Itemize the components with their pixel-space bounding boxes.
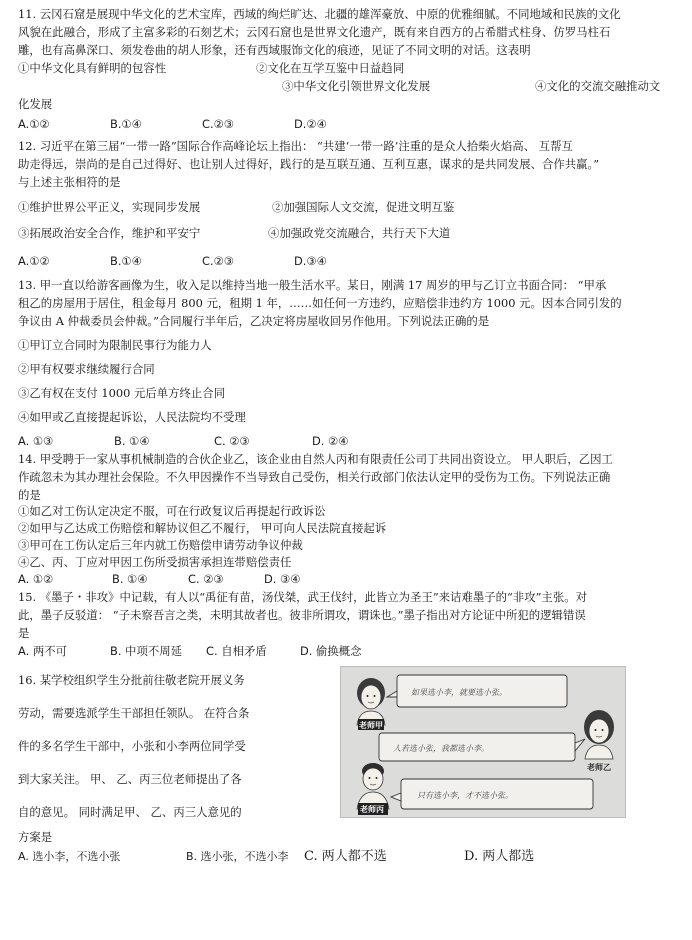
q14-stem-line-2: 作疏忽未为其办理社会保险。不久甲因操作不当导致自己受伤，相关行政部门依法认定甲的受伤为工伤。下列说法正确 bbox=[18, 470, 611, 484]
q16-option-a[interactable]: A. 选小李，不选小张 bbox=[18, 850, 121, 863]
q16-stem-line-4: 到大家关注。 甲、 乙、丙三位老师提出了各 bbox=[18, 772, 242, 786]
q13-option-a[interactable]: A. ①③ bbox=[18, 434, 54, 448]
q11-stem-line-3: 雕，也有高鼻深口、须发卷曲的胡人形象，还有西域服饰文化的痕迹，见证了不同文明的对话。这表明 bbox=[18, 43, 531, 57]
teacher-c-label: 老师丙 bbox=[360, 805, 384, 814]
q16-stem-line-2: 劳动，需要选派学生干部担任领队。 在符合条 bbox=[18, 706, 250, 720]
teacher-c-speech-bubble bbox=[391, 779, 593, 809]
q14-option-b[interactable]: B. ①④ bbox=[112, 572, 148, 586]
q12-stem-line-3: 与上述主张相符的是 bbox=[18, 175, 121, 189]
q12-statement-3: ③拓展政治安全合作，维护和平安宁 bbox=[18, 226, 201, 240]
q12-statement-2: ②加强国际人文交流，促进文明互鉴 bbox=[272, 200, 455, 214]
q12-option-b[interactable]: B.①④ bbox=[110, 254, 142, 268]
teacher-c-speech-text: 只有选小李，才不选小张。 bbox=[417, 791, 513, 800]
q13-options bbox=[18, 433, 408, 449]
q14-stem-line-3: 的是 bbox=[18, 488, 41, 502]
q14-options bbox=[18, 571, 340, 587]
q11-option-b[interactable]: B.①④ bbox=[110, 117, 142, 131]
q13-option-c[interactable]: C. ②③ bbox=[214, 434, 250, 448]
q11-statement-1: ①中华文化具有鲜明的包容性 bbox=[18, 61, 167, 75]
q16-option-c[interactable]: C. 两人都不选 bbox=[304, 849, 387, 864]
q14-option-d[interactable]: D. ③④ bbox=[264, 572, 301, 586]
q11-option-d[interactable]: D.②④ bbox=[294, 117, 327, 131]
q14-statement-1: ①如乙对工伤认定决定不服，可在行政复议后再提起行政诉讼 bbox=[18, 504, 326, 518]
q12-option-c[interactable]: C.②③ bbox=[202, 254, 234, 268]
q12-statement-4: ④加强政党交流融合，共行天下大道 bbox=[268, 226, 451, 240]
q11-stem-line-2: 风貌在此融合，形成了主富多彩的石刻艺术；云冈石窟也是世界文化遗产，既有来自西方的占希腊式柱身、仿罗马柱石 bbox=[18, 25, 611, 39]
teachers-dialogue-illustration bbox=[341, 667, 625, 817]
q11-statement-4: ④文化的交流交融推动文 bbox=[535, 79, 661, 93]
q13-statement-2: ②甲有权要求继续履行合同 bbox=[18, 362, 155, 376]
q13-statement-3: ③乙有权在支付 1000 元后单方终止合同 bbox=[18, 386, 226, 400]
q11-option-a[interactable]: A.①② bbox=[18, 117, 50, 131]
q13-option-b[interactable]: B. ①④ bbox=[114, 434, 150, 448]
q16-stem-line-5: 自的意见。 同时满足甲、 乙、丙三人意见的 bbox=[18, 805, 242, 819]
q11-stem-line-1: 11. 云冈石窟是展现中华文化的艺术宝库，西域的绚烂旷达、北疆的雄浑豪放、中原的优雅细腻。不同地域和民族的文化 bbox=[18, 7, 621, 21]
q15-stem-line-2: 此，墨子反驳道： “子未察吾言之类，未明其故者也。彼非所谓攻，谓诛也。”墨子指出对方论证中所犯的逻辑错误 bbox=[18, 608, 586, 622]
q14-option-a[interactable]: A. ①② bbox=[18, 572, 54, 586]
q12-options bbox=[18, 253, 386, 269]
teachers-dialogue-figure bbox=[340, 666, 626, 818]
q16-stem-line-3: 件的多名学生干部中，小张和小李两位同学受 bbox=[18, 739, 246, 753]
q11-statement-4-cont: 化发展 bbox=[18, 97, 53, 111]
q13-statement-1: ①甲订立合同时为限制民事行为能力人 bbox=[18, 338, 212, 352]
q12-option-d[interactable]: D.③④ bbox=[294, 254, 327, 268]
q15-option-c[interactable]: C. 自相矛盾 bbox=[206, 644, 267, 658]
q13-stem-line-1: 13. 甲一直以给游客画像为生，收入足以维持当地一般生活水平。某日，刚满 17 周岁的甲与乙订立书面合同： “甲承 bbox=[18, 278, 607, 292]
q16-stem-line-6: 方案是 bbox=[18, 830, 53, 844]
q15-stem-line-3: 是 bbox=[18, 626, 30, 640]
teacher-b-label: 老师乙 bbox=[587, 763, 611, 772]
q15-stem-line-1: 15. 《墨子・非攻》中记载，有人以“禹征有苗，汤伐桀，武王伐纣，此皆立为圣王”来诘难墨子的“非攻”主张。对 bbox=[18, 590, 588, 604]
q13-statement-4: ④如甲或乙直接提起诉讼，人民法院均不受理 bbox=[18, 410, 246, 424]
teacher-b-speech-text: 人若选小张，我都选小李。 bbox=[393, 744, 489, 753]
q12-option-a[interactable]: A.①② bbox=[18, 254, 50, 268]
q13-stem-line-3: 争议由 A 仲裁委员会仲裁。”合同履行半年后，乙决定将房屋收回另作他用。下列说法正确的是 bbox=[18, 314, 490, 328]
q11-statement-2: ②文化在互学互鉴中日益趋同 bbox=[256, 61, 405, 75]
q15-option-b[interactable]: B. 中项不周延 bbox=[110, 644, 183, 658]
q16-stem-line-1: 16. 某学校组织学生分批前往敬老院开展义务 bbox=[18, 673, 245, 687]
q12-stem-line-2: 助走得远，崇尚的是自己过得好、也让别人过得好，践行的是互联互通、互利互惠，谋求的是共同发展、合作共赢。” bbox=[18, 157, 600, 171]
q14-stem-line-1: 14. 甲受聘于一家从事机械制造的合伙企业乙，该企业由自然人丙和有限责任公司丁共同出资设立。 甲人职后，乙因工 bbox=[18, 452, 613, 466]
q11-options bbox=[18, 116, 386, 132]
q16-option-b[interactable]: B. 选小张，不选小李 bbox=[186, 850, 289, 863]
teacher-a-label: 老师甲 bbox=[359, 721, 383, 730]
teacher-a-speech-text: 如果选小李，就要选小张。 bbox=[411, 688, 507, 697]
q12-statement-1: ①维护世界公平正义，实现同步发展 bbox=[18, 200, 201, 214]
q15-option-d[interactable]: D. 偷换概念 bbox=[300, 644, 362, 658]
q16-options bbox=[18, 848, 574, 865]
q13-stem-line-2: 租乙的房屋用于居住，租金每月 800 元，租期 1 年，……如任何一方违约，应赔偿非违约方 1000 元。因本合同引发的 bbox=[18, 296, 622, 310]
teacher-b-speech-bubble bbox=[379, 733, 585, 761]
q14-option-c[interactable]: C. ②③ bbox=[188, 572, 224, 586]
q15-option-a[interactable]: A. 两不可 bbox=[18, 644, 68, 658]
q13-option-d[interactable]: D. ②④ bbox=[312, 434, 349, 448]
q16-option-d[interactable]: D. 两人都选 bbox=[464, 849, 535, 864]
q14-statement-3: ③甲可在工伤认定后三年内就工伤赔偿申请劳动争议仲裁 bbox=[18, 538, 303, 552]
q15-options bbox=[18, 643, 396, 659]
q14-statement-2: ②如甲与乙达成工伤赔偿和解协议但乙不履行， 甲可向人民法院直接起诉 bbox=[18, 521, 387, 535]
q12-stem-line-1: 12. 习近平在第三届“一带一路”国际合作高峰论坛上指出： “共建‘一带一路’注重的是众人拾柴火焰高、 互帮互 bbox=[18, 139, 573, 153]
q11-statement-3: ③中华文化引领世界文化发展 bbox=[282, 79, 431, 93]
q11-option-c[interactable]: C.②③ bbox=[202, 117, 234, 131]
q14-statement-4: ④乙、丙、丁应对甲因工伤所受损害承担连带赔偿责任 bbox=[18, 555, 292, 569]
teacher-a-speech-bubble bbox=[387, 675, 567, 707]
